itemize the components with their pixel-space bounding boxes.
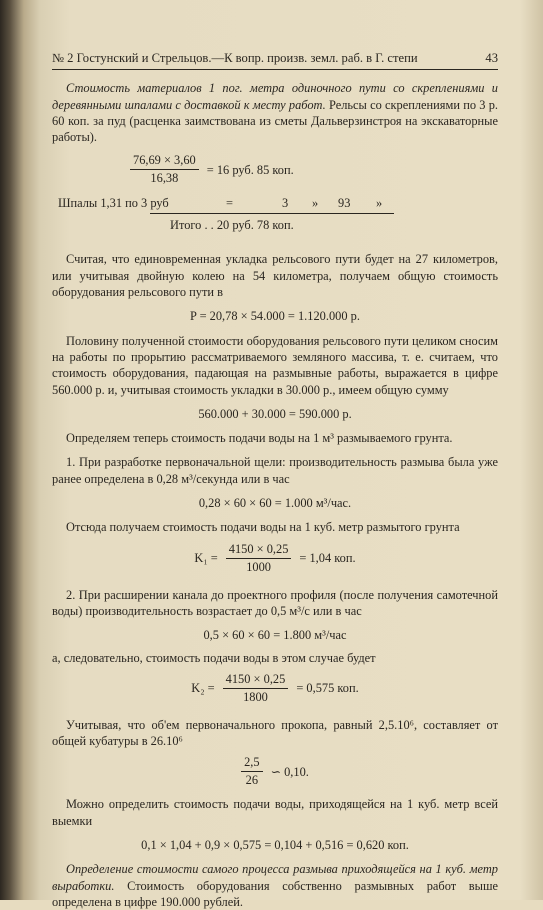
k2-label: K₂ = [191,681,215,696]
equation-sum: 560.000 + 30.000 = 590.000 р. [198,406,352,421]
section-heading-washout: Определение стоимости самого процесса размыва приходящейся на 1 куб. метр выработки. [52,862,498,893]
equation-total: 0,1 × 1,04 + 0,9 × 0,575 = 0,104 + 0,516 = 0,620 коп. [141,838,409,853]
paragraph-cost-per-m3: Отсюда получаем стоимость подачи воды на 1 куб. метр размытого грунта [66,520,460,535]
rails-numerator: 76,69 × 3,60 [130,153,199,170]
ties-quote: » [312,196,319,211]
running-header [52,50,498,70]
paragraph-materials-text: Рельсы со скреплениями по 3 р. 60 коп. за пуд (расценка заимствована из сметы Дальверзинстроя на экскаваторные работы). [52,97,498,145]
k1-numerator: 4150 × 0,25 [226,542,292,559]
k1-result: = 1,04 коп. [299,550,356,565]
page-number: 43 [485,51,498,65]
section-heading-materials: Стоимость материалов 1 пог. метра одиночного пути со скреплениями и деревянными шпалами с доставкой к месту работ. [52,81,498,112]
rails-row [130,153,294,186]
rails-denominator: 16,38 [150,171,179,186]
k2-numerator: 4150 × 0,25 [223,672,289,689]
ties-label: Шпалы 1,31 по 3 руб [58,196,169,211]
paragraph-initial-slot: 1. При разработке первоначальной щели: производительность размыва была уже ранее определена в 0,28 м³/секунда или в час [52,455,498,486]
rails-result: = 16 руб. 85 коп. [206,162,294,177]
rails-fraction [130,153,199,186]
header-title: № 2 Гостунский и Стрельцов.—К вопр. произв. земл. раб. в Г. степи [52,51,418,65]
paragraph-half-cost: Половину полученной стоимости оборудования рельсового пути целиком сносим на работы по прорытию рассматриваемого земляного массива, т. е. считаем, что стоимость оборудования, падающая на размывные работы, выражается в цифре 560.000 р. и, учитывая стоимость укладки в 30.000 р., имеем общую сумму [52,333,498,397]
paragraph-washout-text: Стоимость оборудования собственно размывных работ выше определена в цифре 190.000 рублей. [52,878,498,909]
equation-k1 [52,542,498,575]
ties-eq: = [226,196,233,211]
total-row: Итого . . 20 руб. 78 коп. [170,218,294,233]
k1-fraction [226,542,292,575]
equation-k2 [52,672,498,705]
k2-result: = 0,575 коп. [296,681,359,696]
k1-label: K₁ = [194,550,218,565]
paragraph-track: Считая, что единовременная укладка рельсового пути будет на 27 километров, или учитывая двойную колею на 54 километра, получаем общую стоимость оборудования рельсового пути в [52,252,498,300]
ties-rub: 3 [282,196,289,211]
paragraph-washout-process [52,861,498,910]
ratio-denominator: 26 [245,773,259,788]
cost-calculation [52,153,498,241]
page-content [52,50,498,910]
paragraph-consequently: а, следовательно, стоимость подачи воды в этом случае будет [52,650,376,665]
equation-ratio [52,755,498,788]
sum-rule [150,213,394,214]
paragraph-water-cost: Определяем теперь стоимость подачи воды на 1 м³ размываемого грунта. [66,431,453,446]
k2-fraction [223,672,289,705]
k1-denominator: 1000 [246,559,271,574]
k2-denominator: 1800 [243,689,268,704]
ratio-numerator: 2,5 [241,755,263,772]
equation-p: P = 20,78 × 54.000 = 1.120.000 р. [190,309,360,324]
paragraph-canal-widening: 2. При расширении канала до проектного профиля (после получения самотечной воды) производительность возрастает до 0,5 м³/с или в час [52,587,498,618]
ratio-result: ∽ 0,10. [270,764,309,779]
paragraph-materials [52,80,498,145]
paragraph-volume: Учитывая, что об'ем первоначального прокопа, равный 2,5.10⁶, составляет от общей кубатуры в 26.10⁶ [52,717,498,749]
ties-quote-2: » [376,196,383,211]
ties-kop: 93 [338,196,351,211]
paragraph-total-excavation: Можно определить стоимость подачи воды, приходящейся на 1 куб. метр всей выемки [52,797,498,828]
equation-q2: 0,5 × 60 × 60 = 1.800 м³/час [203,628,347,643]
equation-q1: 0,28 × 60 × 60 = 1.000 м³/час. [198,496,352,511]
ratio-fraction [241,755,263,788]
